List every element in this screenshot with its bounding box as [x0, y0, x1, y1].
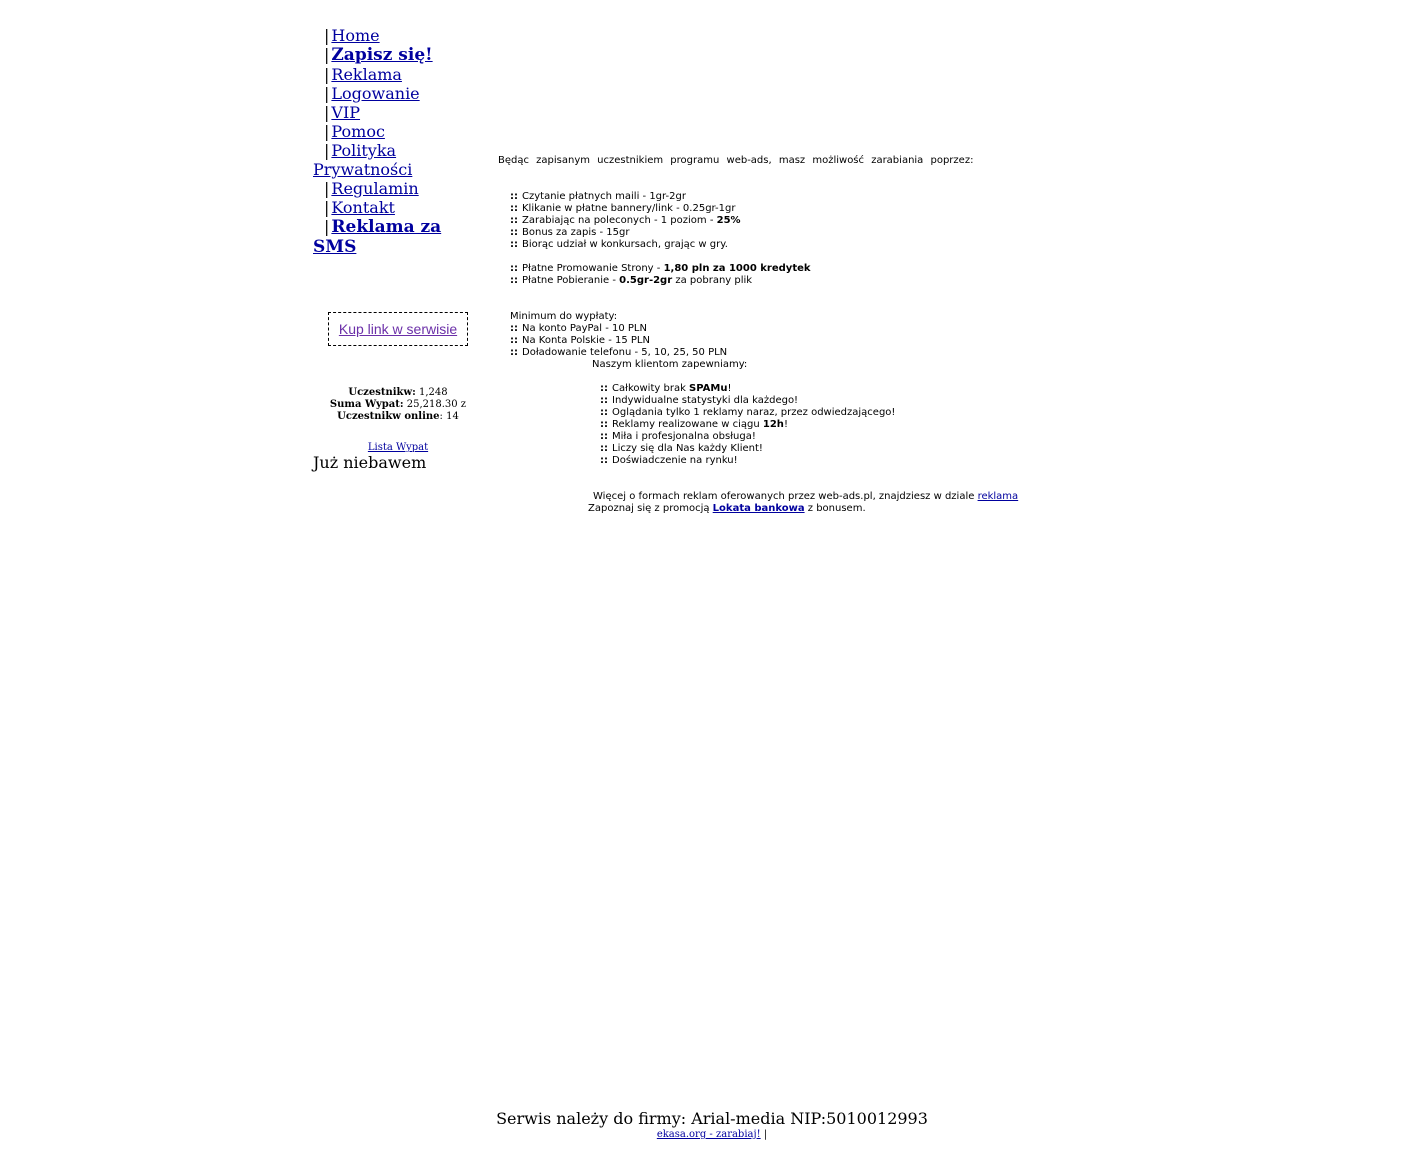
- list-item: [510, 215, 741, 227]
- stats-online-label: Uczestnikw online: [337, 411, 440, 422]
- bullet: ::: [600, 443, 608, 454]
- clients-item-text: Doświadczenie na rynku!: [612, 455, 738, 466]
- clients-item-text: Miła i profesjonalna obsługa!: [612, 431, 756, 442]
- list-item: [600, 443, 895, 455]
- stats-payout-value: 25,218.30 z: [406, 399, 467, 410]
- nav-link-contact[interactable]: Kontakt: [331, 198, 395, 217]
- nav-row-ads: [313, 65, 448, 84]
- bullet: ::: [510, 263, 518, 274]
- nav-separator: |: [324, 103, 330, 122]
- nav-row-privacy: [313, 141, 448, 179]
- nav-link-home[interactable]: Home: [331, 26, 380, 45]
- minimum-item-text: Na konto PayPal - 10 PLN: [522, 323, 647, 334]
- bullet: ::: [600, 455, 608, 466]
- reklama-link[interactable]: reklama: [977, 491, 1019, 502]
- earn-list: [510, 191, 741, 251]
- bullet: ::: [510, 323, 518, 334]
- earn-item-text: Bonus za zapis - 15gr: [522, 227, 630, 238]
- clients-item-text: Indywidualne statystyki dla każdego!: [612, 395, 799, 406]
- list-item: [510, 275, 811, 287]
- nav-separator: |: [324, 141, 330, 160]
- list-item: [510, 203, 741, 215]
- stats-panel: [313, 387, 483, 423]
- list-item: [510, 191, 741, 203]
- list-item: [510, 347, 727, 359]
- nav-link-ads[interactable]: Reklama: [331, 65, 402, 84]
- nav-link-vip[interactable]: VIP: [331, 103, 361, 122]
- list-item: [510, 323, 727, 335]
- payout-list-row: [313, 442, 483, 453]
- clients-item-after: !: [727, 383, 732, 394]
- footer-separator: |: [763, 1129, 768, 1140]
- nav-row-signup: [313, 45, 448, 65]
- stats-participants: [313, 387, 483, 399]
- bullet: ::: [510, 335, 518, 346]
- list-item: [510, 335, 727, 347]
- minimum-title: Minimum do wypłaty:: [510, 311, 618, 322]
- bullet: ::: [510, 239, 518, 250]
- clients-item-text: Liczy się dla Nas każdy Klient!: [612, 443, 763, 454]
- nav-link-help[interactable]: Pomoc: [331, 122, 385, 141]
- nav-row-login: [313, 84, 448, 103]
- earn-item-text: Biorąc udział w konkursach, grając w gry.: [522, 239, 728, 250]
- stats-participants-value: 1,248: [418, 387, 448, 398]
- buy-link[interactable]: Kup link w serwisie: [338, 321, 458, 337]
- list-item: [510, 239, 741, 251]
- bullet: ::: [510, 275, 518, 286]
- earn-item-text: Zarabiając na poleconych - 1 poziom -: [522, 215, 717, 226]
- earn-item-bold: 25%: [716, 215, 741, 226]
- bullet: ::: [600, 419, 608, 430]
- promo-item-bold: 1,80 pln za 1000 kredytek: [663, 263, 811, 274]
- nav-separator: |: [324, 84, 330, 103]
- list-item: [600, 395, 895, 407]
- clients-item-after: !: [783, 419, 788, 430]
- earn-item-text: Klikanie w płatne bannery/link - 0.25gr-1gr: [522, 203, 736, 214]
- nav-separator: |: [324, 122, 330, 141]
- bullet: ::: [510, 191, 518, 202]
- stats-participants-label: Uczestnikw:: [348, 387, 416, 398]
- nav-link-terms[interactable]: Regulamin: [331, 179, 419, 198]
- list-item: [600, 407, 895, 419]
- clients-item-bold: 12h: [762, 419, 784, 430]
- bullet: ::: [600, 383, 608, 394]
- list-item: [600, 431, 895, 443]
- clients-item-text: Reklamy realizowane w ciągu: [612, 419, 763, 430]
- nav-row-terms: [313, 179, 448, 198]
- bullet: ::: [510, 347, 518, 358]
- list-item: [510, 227, 741, 239]
- minimum-item-text: Na Konta Polskie - 15 PLN: [522, 335, 650, 346]
- list-item: [600, 455, 895, 467]
- minimum-list: [510, 311, 727, 359]
- footer-links: [0, 1129, 1424, 1140]
- promo-item-text: Płatne Pobieranie -: [522, 275, 620, 286]
- nav-separator: |: [324, 179, 330, 198]
- minimum-item-text: Doładowanie telefonu - 5, 10, 25, 50 PLN: [522, 347, 728, 358]
- stats-payout: [313, 399, 483, 411]
- nav-row-help: [313, 122, 448, 141]
- nav-link-sms-ads[interactable]: Reklama za SMS: [313, 217, 442, 257]
- nav-row-contact: [313, 198, 448, 217]
- nav-row-home: [313, 26, 448, 45]
- clients-item-text: Całkowity brak: [612, 383, 690, 394]
- promo-info-before: Zapoznaj się z promocją: [588, 503, 713, 514]
- nav-separator: |: [324, 217, 330, 236]
- nav-separator: |: [324, 65, 330, 84]
- nav-separator: |: [324, 26, 330, 45]
- promo-item-bold: 0.5gr-2gr: [619, 275, 673, 286]
- nav-row-vip: [313, 103, 448, 122]
- bullet: ::: [600, 407, 608, 418]
- clients-title: Naszym klientom zapewniamy:: [592, 359, 748, 370]
- main-nav: [313, 26, 448, 257]
- promo-item-text: Płatne Promowanie Strony -: [522, 263, 664, 274]
- more-info: [593, 491, 1018, 503]
- nav-link-login[interactable]: Logowanie: [331, 84, 420, 103]
- nav-row-sms-ads: [313, 217, 448, 257]
- list-item: [600, 383, 895, 395]
- footer-ekasa-link[interactable]: ekasa.org - zarabiaj!: [656, 1129, 761, 1140]
- coming-soon-text: Już niebawem: [313, 453, 427, 472]
- promo-info: [588, 503, 866, 515]
- payout-list-link[interactable]: Lista Wypat: [367, 442, 429, 453]
- list-item: [510, 263, 811, 275]
- nav-link-privacy[interactable]: Polityka Prywatności: [313, 141, 413, 179]
- stats-online: [313, 411, 483, 423]
- promo-info-after: z bonusem.: [804, 503, 866, 514]
- buy-link-box: [328, 312, 468, 346]
- list-item: [600, 419, 895, 431]
- footer-company: Serwis należy do firmy: Arial-media NIP:5010012993: [496, 1109, 928, 1128]
- clients-item-bold: SPAMu: [689, 383, 728, 394]
- nav-separator: |: [324, 198, 330, 217]
- stats-payout-label: Suma Wypat:: [329, 399, 404, 410]
- nav-link-signup[interactable]: Zapisz się!: [331, 45, 433, 65]
- earn-item-text: Czytanie płatnych maili - 1gr-2gr: [522, 191, 686, 202]
- bullet: ::: [510, 203, 518, 214]
- bullet: ::: [600, 431, 608, 442]
- more-info-text: Więcej o formach reklam oferowanych przez web-ads.pl, znajdziesz w dziale: [593, 491, 978, 502]
- nav-separator: |: [324, 45, 330, 64]
- promo-list: [510, 263, 811, 287]
- bullet: ::: [600, 395, 608, 406]
- promo-item-after: za pobrany plik: [672, 275, 753, 286]
- clients-item-text: Oglądania tylko 1 reklamy naraz, przez odwiedzającego!: [612, 407, 896, 418]
- bullet: ::: [510, 227, 518, 238]
- clients-list: [600, 383, 895, 467]
- bullet: ::: [510, 215, 518, 226]
- bank-deposit-link[interactable]: Lokata bankowa: [712, 503, 805, 514]
- intro-text: Będąc zapisanym uczestnikiem programu web-ads, masz możliwość zarabiania poprzez:: [498, 155, 974, 166]
- stats-online-value: : 14: [439, 411, 459, 422]
